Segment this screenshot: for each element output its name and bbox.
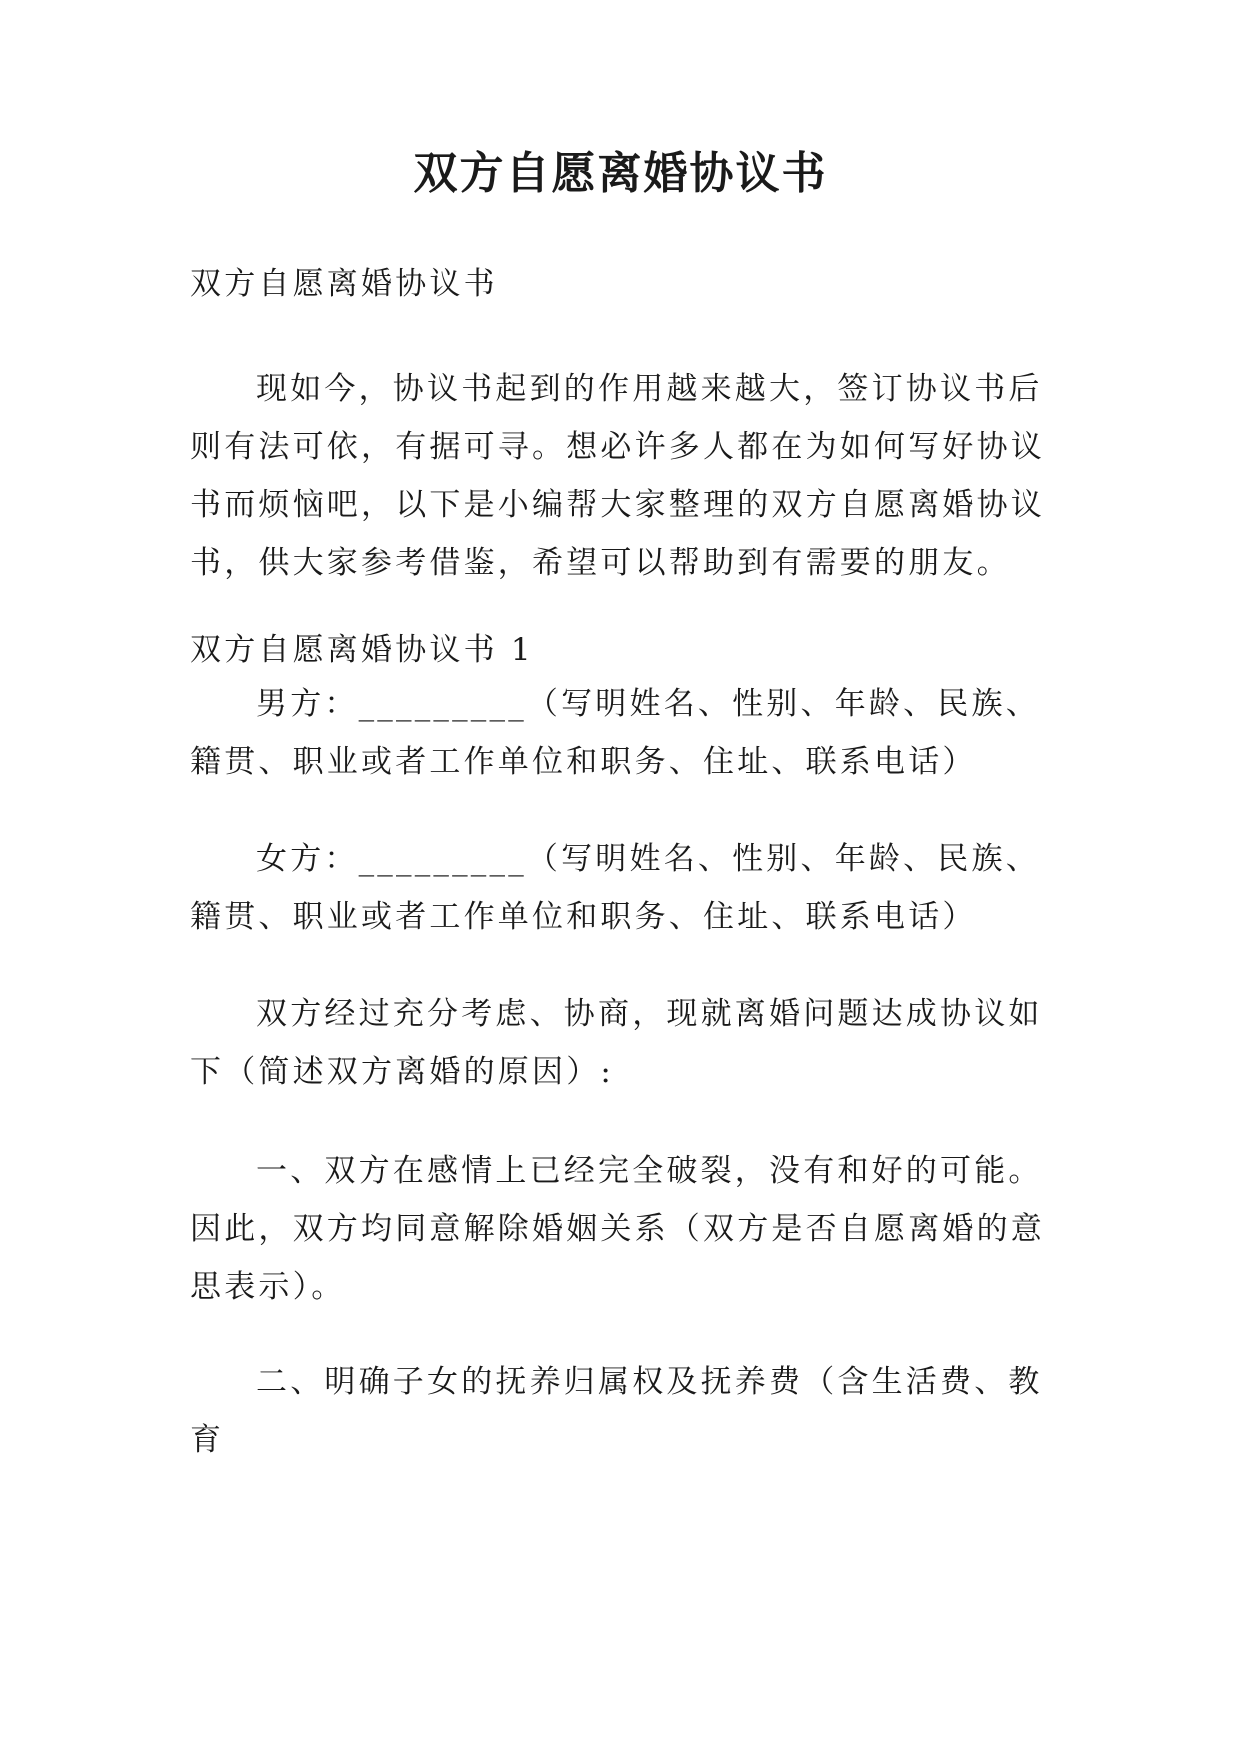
intro-paragraph: 现如今，协议书起到的作用越来越大，签订协议书后则有法可依，有据可寻。想必许多人都在为如何写好协议书而烦恼吧，以下是小编帮大家整理的双方自愿离婚协议书，供大家参考借鉴，希望可以帮助到有需要的朋友。 [190, 371, 1045, 581]
clause-1-paragraph: 一、双方在感情上已经完全破裂，没有和好的可能。因此，双方均同意解除婚姻关系（双方是否自愿离婚的意思表示）。 [190, 1153, 1045, 1305]
section-heading: 双方自愿离婚协议书 1 [190, 632, 534, 668]
subtitle: 双方自愿离婚协议书 [190, 266, 498, 302]
male-party-paragraph: 男方：_________（写明姓名、性别、年龄、民族、籍贯、职业或者工作单位和职务、住址、联系电话） [190, 686, 1040, 780]
female-party-paragraph: 女方：_________（写明姓名、性别、年龄、民族、籍贯、职业或者工作单位和职务、住址、联系电话） [190, 841, 1040, 935]
agreement-intro-paragraph: 双方经过充分考虑、协商，现就离婚问题达成协议如下（简述双方离婚的原因）: [190, 996, 1043, 1090]
document-title: 双方自愿离婚协议书 [413, 148, 828, 199]
clause-2-paragraph: 二、明确子女的抚养归属权及抚养费（含生活费、教育 [190, 1364, 1043, 1458]
